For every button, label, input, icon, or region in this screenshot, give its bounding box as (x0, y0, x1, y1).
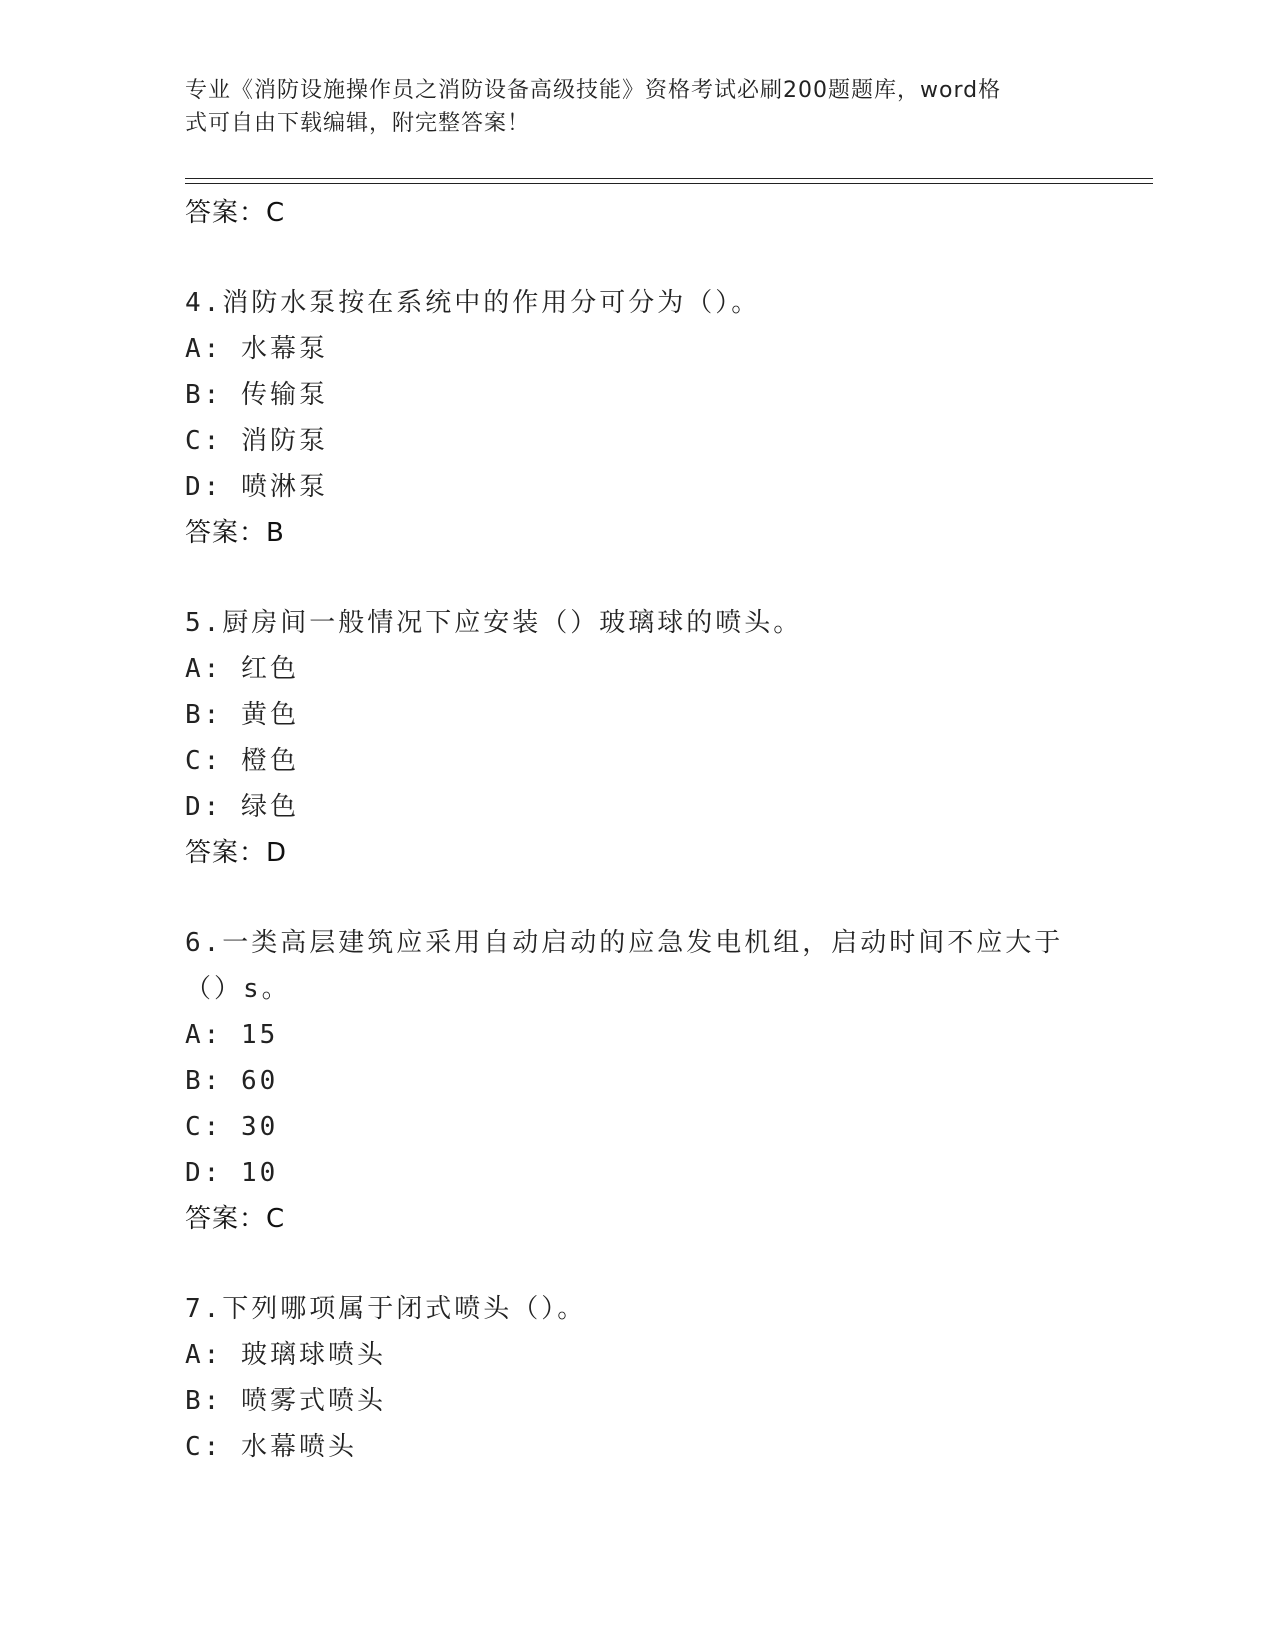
header-line-1: 专业《消防设施操作员之消防设备高级技能》资格考试必刷200题题库，word格 (185, 78, 1002, 103)
option-c: C: 消防泵 (185, 426, 328, 456)
option-d: D: 绿色 (185, 792, 299, 822)
option-b: B: 喷雾式喷头 (185, 1386, 386, 1416)
document-header (185, 74, 1065, 140)
option-c: C: 水幕喷头 (185, 1432, 357, 1462)
answer-q6: 答案：C (185, 1204, 286, 1234)
option-b: B: 黄色 (185, 700, 299, 730)
question-text-6-line-1: 6.一类高层建筑应采用自动启动的应急发电机组，启动时间不应大于 (185, 928, 1064, 958)
question-block-5 (185, 600, 1085, 876)
option-d: D: 10 (185, 1158, 279, 1188)
option-a: A: 15 (185, 1020, 279, 1050)
question-block-7 (185, 1286, 1085, 1470)
question-list (185, 190, 1085, 1470)
question-block-6 (185, 920, 1085, 1242)
option-a: A: 玻璃球喷头 (185, 1340, 386, 1370)
option-a: A: 水幕泵 (185, 334, 328, 364)
header-line-2: 式可自由下载编辑，附完整答案！ (185, 111, 531, 136)
question-text-6-line-2: （）s。 (185, 974, 291, 1004)
header-divider-top (185, 178, 1153, 179)
answer-q3: 答案：C (185, 198, 286, 228)
answer-q5: 答案：D (185, 838, 288, 868)
question-block-4 (185, 280, 1085, 556)
question-text-4: 4.消防水泵按在系统中的作用分可分为（）。 (185, 288, 761, 318)
answer-q4: 答案：B (185, 518, 285, 548)
option-d: D: 喷淋泵 (185, 472, 328, 502)
option-c: C: 30 (185, 1112, 279, 1142)
option-b: B: 60 (185, 1066, 279, 1096)
question-text-7: 7.下列哪项属于闭式喷头（）。 (185, 1294, 587, 1324)
option-b: B: 传输泵 (185, 380, 328, 410)
question-text-5: 5.厨房间一般情况下应安装（）玻璃球的喷头。 (185, 608, 803, 638)
option-c: C: 橙色 (185, 746, 299, 776)
header-divider-bottom (185, 183, 1153, 184)
option-a: A: 红色 (185, 654, 299, 684)
